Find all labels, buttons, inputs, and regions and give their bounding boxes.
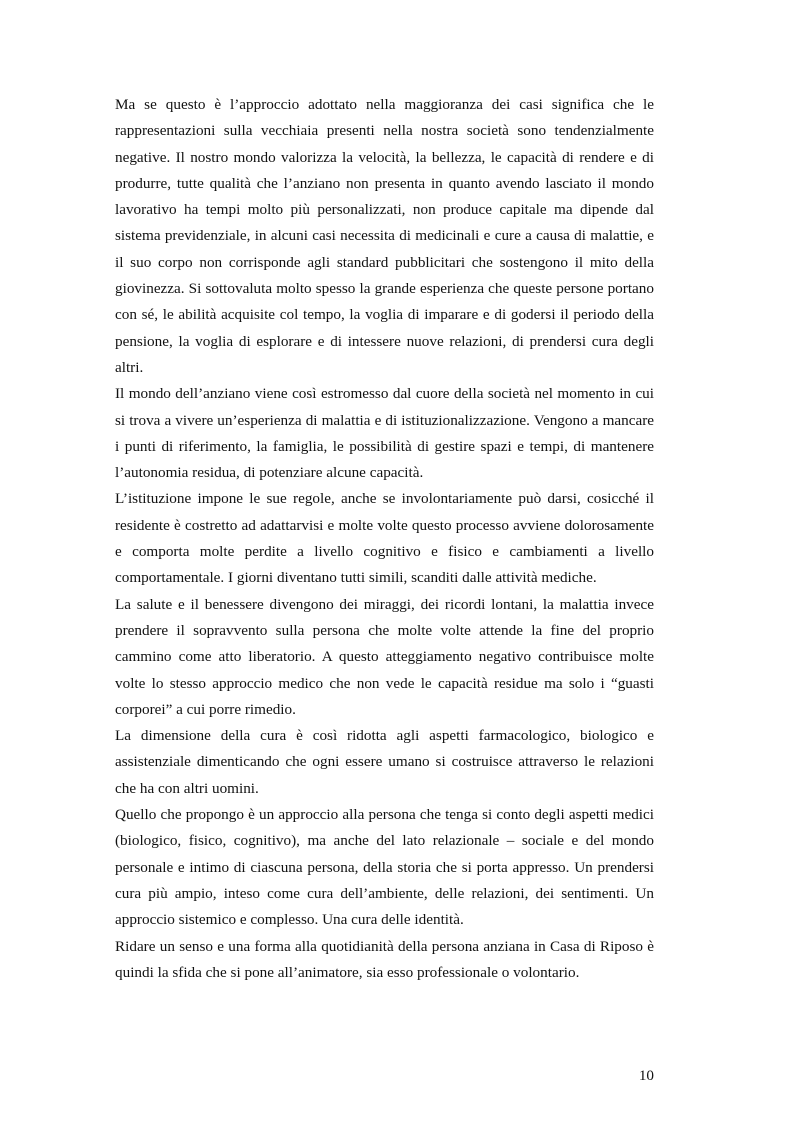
paragraph-5: La dimensione della cura è così ridotta agli aspetti farmacologico, biologico e assistenziale dimenticando che ogni essere umano si costruisce attraverso le relazioni che ha con altri uomini. bbox=[115, 727, 654, 797]
paragraph-7: Ridare un senso e una forma alla quotidianità della persona anziana in Casa di Riposo è quindi la sfida che si pone all’animatore, sia esso professionale o volontario. bbox=[115, 937, 654, 981]
body-text bbox=[115, 92, 654, 986]
paragraph-4: La salute e il benessere divengono dei miraggi, dei ricordi lontani, la malattia invece prendere il sopravvento sulla persona che molte volte attende la fine del proprio cammino come atto liberatorio. A questo atteggiamento negativo contribuisce molte volte lo stesso approccio medico che non vede le capacità residue ma solo i “guasti corporei” a cui porre rimedio. bbox=[115, 595, 654, 718]
paragraph-1: Ma se questo è l’approccio adottato nella maggioranza dei casi significa che le rappresentazioni sulla vecchiaia presenti nella nostra società sono tendenzialmente negative. Il nostro mondo valorizza la velocità, la bellezza, le capacità di rendere e di produrre, tutte qualità che l’anziano non presenta in quanto avendo lasciato il mondo lavorativo ha tempi molto più personalizzati, non produce capitale ma dipende dal sistema previdenziale, in alcuni casi necessita di medicinali e cure a causa di malattie, e il suo corpo non corrisponde agli standard pubblicitari che sostengono il mito della giovinezza. Si sottovaluta molto spesso la grande esperienza che queste persone portano con sé, le abilità acquisite col tempo, la voglia di imparare e di godersi il periodo della pensione, la voglia di esplorare e di intessere nuove relazioni, di prendersi cura degli altri. bbox=[115, 96, 654, 376]
paragraph-6: Quello che propongo è un approccio alla persona che tenga si conto degli aspetti medici (biologico, fisico, cognitivo), ma anche del lato relazionale – sociale e del mondo personale e intimo di ciascuna persona, della storia che si porta appresso. Un prendersi cura più ampio, inteso come cura dell’ambiente, delle relazioni, dei sentimenti. Un approccio sistemico e complesso. Una cura delle identità. bbox=[115, 806, 654, 929]
page-number: 10 bbox=[638, 1067, 654, 1084]
paragraph-3: L’istituzione impone le sue regole, anche se involontariamente può darsi, cosicché il residente è costretto ad adattarvisi e molte volte questo processo avviene dolorosamente e comporta molte perdite a livello cognitivo e fisico e cambiamenti a livello comportamentale. I giorni diventano tutti simili, scanditi dalle attività mediche. bbox=[115, 490, 654, 587]
paragraph-2: Il mondo dell’anziano viene così estromesso dal cuore della società nel momento in cui si trova a vivere un’esperienza di malattia e di istituzionalizzazione. Vengono a mancare i punti di riferimento, la famiglia, le possibilità di gestire spazi e tempi, di mantenere l’autonomia residua, di potenziare alcune capacità. bbox=[115, 385, 654, 482]
